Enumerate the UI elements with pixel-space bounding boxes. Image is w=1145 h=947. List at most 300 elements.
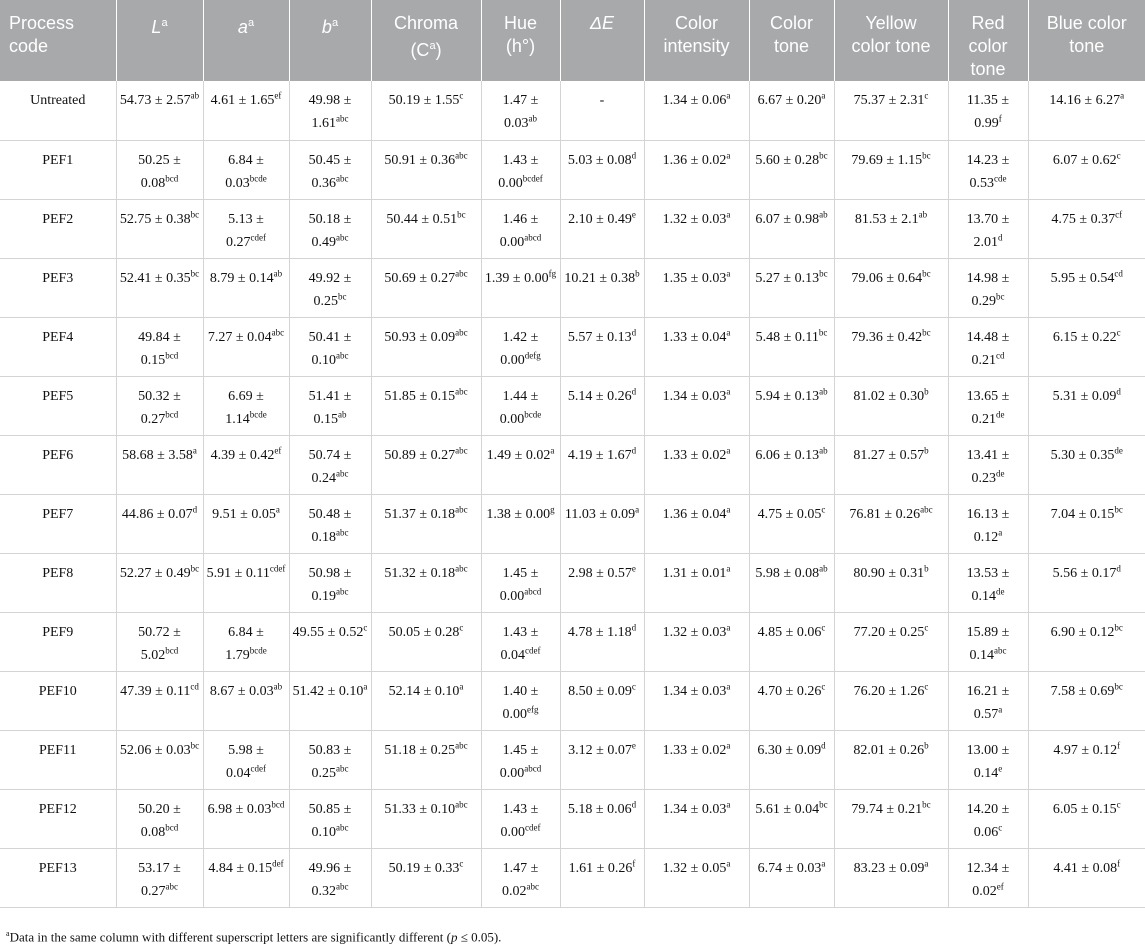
significance-letters: e — [998, 762, 1003, 773]
mean-sd-value: 1.61 ± 0.26 — [568, 860, 633, 876]
mean-sd-value: 1.32 ± 0.03 — [662, 211, 727, 227]
column-header-label: ΔE — [589, 13, 615, 33]
column-header-label: Yellow color tone — [851, 13, 931, 56]
significance-letters: a — [998, 703, 1003, 714]
value-cell-a — [203, 671, 289, 730]
significance-letters: bc — [819, 798, 828, 809]
significance-letters: c — [1116, 326, 1121, 337]
significance-letters: ab — [918, 208, 928, 219]
column-header-1 — [0, 0, 116, 81]
significance-letters: a — [1120, 90, 1125, 101]
significance-letters: abc — [336, 585, 349, 596]
value-cell-red-color-tone — [948, 671, 1028, 730]
significance-letters: de — [1114, 444, 1123, 455]
process-code-cell: PEF8 — [0, 553, 116, 612]
table-row — [0, 435, 1145, 494]
significance-letters: cdef — [269, 562, 286, 573]
value-cell-blue-color-tone — [1028, 612, 1145, 671]
mean-sd-value: 75.37 ± 2.31 — [853, 93, 925, 108]
significance-letters: de — [996, 585, 1005, 596]
significance-letters: d — [998, 231, 1003, 242]
mean-sd-value: 50.83 ± 0.25 — [308, 742, 352, 781]
significance-letters: bc — [1114, 621, 1123, 632]
column-header-3 — [203, 0, 289, 81]
significance-letters: c — [459, 857, 464, 868]
mean-sd-value: 5.56 ± 0.17 — [1052, 565, 1117, 581]
value-cell-b — [289, 140, 371, 199]
process-code-cell: PEF9 — [0, 612, 116, 671]
value-cell-color-tone — [749, 435, 834, 494]
value-cell-l — [116, 671, 203, 730]
mean-sd-value: 76.81 ± 0.26 — [849, 506, 921, 522]
value-cell-l — [116, 376, 203, 435]
significance-letters: d — [631, 149, 637, 160]
value-cell-e — [560, 612, 644, 671]
significance-letters: f — [1117, 739, 1121, 750]
value-cell-b — [289, 789, 371, 848]
mean-sd-value: 49.98 ± 1.61 — [308, 93, 352, 131]
mean-sd-value: 50.89 ± 0.27 — [384, 447, 456, 463]
significance-letters: abc — [336, 821, 349, 832]
mean-sd-value: 11.35 ± 0.99 — [966, 93, 1010, 131]
mean-sd-value: 47.39 ± 0.11 — [120, 683, 191, 699]
significance-letters: c — [459, 90, 464, 101]
significance-letters: defg — [524, 349, 541, 360]
mean-sd-value: 1.43 ± 0.00 — [500, 801, 539, 840]
value-cell-color-intensity — [644, 317, 749, 376]
significance-letters: bc — [819, 267, 828, 278]
mean-sd-value: 8.50 ± 0.09 — [568, 683, 632, 699]
significance-letters: de — [996, 467, 1005, 478]
significance-letters: cdef — [525, 644, 541, 655]
significance-letters: ab — [819, 562, 828, 573]
mean-sd-value: 50.19 ± 1.55 — [388, 93, 460, 108]
column-header-4 — [289, 0, 371, 81]
process-code-cell: PEF5 — [0, 376, 116, 435]
significance-letters: abc — [336, 526, 349, 537]
mean-sd-value: 50.25 ± 0.08 — [138, 152, 181, 191]
significance-letters: abc — [455, 385, 468, 396]
value-cell-a — [203, 494, 289, 553]
significance-letters: d — [631, 326, 637, 337]
table-row — [0, 848, 1145, 907]
significance-letters: bc — [922, 267, 931, 278]
value-cell-blue-color-tone — [1028, 317, 1145, 376]
value-cell-yellow-color-tone — [834, 730, 948, 789]
value-cell-yellow-color-tone — [834, 435, 948, 494]
mean-sd-value: 50.41 ± 0.10 — [308, 329, 352, 368]
value-cell-b — [289, 848, 371, 907]
value-cell-chroma-c — [371, 199, 481, 258]
significance-letters: bcd — [271, 798, 285, 809]
mean-sd-value: 1.40 ± 0.00 — [502, 683, 539, 722]
mean-sd-value: 50.05 ± 0.28 — [388, 624, 460, 640]
mean-sd-value: 80.90 ± 0.31 — [853, 565, 925, 581]
value-cell-color-tone — [749, 612, 834, 671]
mean-sd-value: 52.27 ± 0.49 — [119, 565, 191, 581]
significance-letters: a — [726, 798, 731, 809]
mean-sd-value: 49.55 ± 0.52 — [292, 624, 364, 640]
significance-letters: bcd — [165, 408, 179, 419]
value-cell-l — [116, 848, 203, 907]
mean-sd-value: 50.18 ± 0.49 — [308, 211, 352, 250]
column-header-2 — [116, 0, 203, 81]
value-cell-blue-color-tone — [1028, 553, 1145, 612]
significance-letters: cdef — [525, 821, 541, 832]
mean-sd-value: 49.96 ± 0.32 — [308, 860, 352, 899]
significance-letters: abc — [336, 467, 349, 478]
table-row — [0, 317, 1145, 376]
value-cell-blue-color-tone — [1028, 199, 1145, 258]
value-cell-hue-h — [481, 140, 560, 199]
mean-sd-value: 4.41 ± 0.08 — [1053, 860, 1118, 876]
value-cell-color-intensity — [644, 494, 749, 553]
significance-letters: abc — [336, 172, 349, 183]
value-cell-b — [289, 671, 371, 730]
significance-letters: abc — [336, 762, 349, 773]
superscript-marker: a — [161, 17, 168, 29]
significance-letters: cdef — [250, 231, 266, 242]
significance-letters: bc — [818, 326, 828, 337]
mean-sd-value: 53.17 ± 0.27 — [138, 860, 181, 899]
value-cell-color-tone — [749, 730, 834, 789]
significance-letters: ab — [528, 113, 537, 124]
significance-letters: d — [631, 621, 637, 632]
significance-letters: bcde — [249, 408, 267, 419]
significance-letters: a — [192, 444, 197, 455]
value-cell-hue-h — [481, 258, 560, 317]
significance-letters: abcd — [524, 585, 542, 596]
mean-sd-value: 1.33 ± 0.04 — [662, 329, 727, 345]
column-header-10 — [834, 0, 948, 81]
mean-sd-value: 5.61 ± 0.04 — [755, 801, 820, 817]
value-cell-l — [116, 317, 203, 376]
mean-sd-value: 8.79 ± 0.14 — [209, 270, 274, 286]
table-row — [0, 730, 1145, 789]
mean-sd-value: 1.43 ± 0.00 — [498, 152, 539, 191]
value-cell-color-intensity — [644, 258, 749, 317]
mean-sd-value: 14.16 ± 6.27 — [1049, 93, 1121, 108]
value-cell-red-color-tone — [948, 848, 1028, 907]
table-row — [0, 612, 1145, 671]
significance-letters: abc — [455, 798, 468, 809]
mean-sd-value: 10.21 ± 0.38 — [564, 270, 636, 286]
significance-letters: abc — [455, 739, 468, 750]
mean-sd-value: 1.34 ± 0.06 — [662, 93, 727, 108]
value-cell-l — [116, 789, 203, 848]
column-header-label: Color intensity — [663, 13, 730, 56]
significance-letters: a — [726, 621, 731, 632]
significance-letters: c — [631, 680, 636, 691]
significance-letters: ab — [273, 267, 283, 278]
value-cell-chroma-c — [371, 730, 481, 789]
significance-letters: abc — [336, 349, 349, 360]
significance-letters: bcde — [249, 172, 267, 183]
mean-sd-value: 1.42 ± 0.00 — [500, 329, 539, 368]
significance-letters: bcd — [165, 821, 179, 832]
value-cell-color-tone — [749, 789, 834, 848]
value-cell-color-tone — [749, 671, 834, 730]
value-cell-red-color-tone — [948, 376, 1028, 435]
significance-letters: bcde — [524, 408, 542, 419]
mean-sd-value: 51.18 ± 0.25 — [384, 742, 456, 758]
significance-letters: a — [924, 857, 929, 868]
mean-sd-value: 83.23 ± 0.09 — [853, 860, 925, 876]
value-cell-yellow-color-tone — [834, 199, 948, 258]
significance-letters: d — [192, 503, 198, 514]
significance-letters: c — [924, 680, 929, 691]
mean-sd-value: 14.98 ± 0.29 — [966, 270, 1010, 309]
column-header-label: a — [237, 17, 248, 37]
significance-letters: abc — [336, 113, 349, 124]
value-cell-color-tone — [749, 199, 834, 258]
column-header-label: L — [151, 17, 162, 37]
significance-letters: cdef — [250, 762, 266, 773]
value-cell-l — [116, 730, 203, 789]
mean-sd-value: 6.98 ± 0.03 — [207, 801, 272, 817]
mean-sd-value: 82.01 ± 0.26 — [853, 742, 925, 758]
mean-sd-value: 1.43 ± 0.04 — [500, 624, 539, 663]
value-cell-chroma-c — [371, 81, 481, 140]
significance-letters: bc — [190, 739, 200, 750]
value-cell-e — [560, 376, 644, 435]
significance-letters: abc — [455, 444, 468, 455]
mean-sd-value: 1.39 ± 0.00 — [484, 270, 549, 286]
significance-letters: fg — [548, 267, 557, 278]
value-cell-b — [289, 258, 371, 317]
process-code-cell: PEF7 — [0, 494, 116, 553]
significance-letters: a — [726, 857, 731, 868]
significance-letters: bc — [1114, 503, 1123, 514]
significance-letters: abc — [455, 503, 468, 514]
value-cell-b — [289, 612, 371, 671]
table-row — [0, 671, 1145, 730]
mean-sd-value: 1.36 ± 0.02 — [662, 152, 727, 168]
process-code-cell: PEF10 — [0, 671, 116, 730]
value-cell-l — [116, 258, 203, 317]
significance-letters: f — [998, 113, 1002, 124]
mean-sd-value: 52.06 ± 0.03 — [119, 742, 191, 758]
value-cell-color-intensity — [644, 140, 749, 199]
value-cell-color-tone — [749, 317, 834, 376]
mean-sd-value: 52.14 ± 0.10 — [388, 683, 460, 699]
process-code-cell: PEF11 — [0, 730, 116, 789]
mean-sd-value: 6.69 ± 1.14 — [225, 388, 264, 427]
mean-sd-value: 50.85 ± 0.10 — [308, 801, 352, 840]
significance-letters: d — [1116, 562, 1121, 573]
process-code-cell: PEF12 — [0, 789, 116, 848]
mean-sd-value: 49.84 ± 0.15 — [138, 329, 181, 368]
mean-sd-value: 6.84 ± 0.03 — [225, 152, 264, 191]
value-cell-blue-color-tone — [1028, 494, 1145, 553]
significance-letters: a — [275, 503, 280, 514]
significance-letters: a — [726, 208, 731, 219]
mean-sd-value: 5.60 ± 0.28 — [755, 152, 820, 168]
mean-sd-value: 4.75 ± 0.05 — [757, 506, 822, 522]
mean-sd-value: 6.07 ± 0.62 — [1052, 152, 1117, 168]
significance-letters: a — [726, 90, 731, 101]
significance-letters: bc — [190, 267, 200, 278]
value-cell-chroma-c — [371, 848, 481, 907]
value-cell-e — [560, 553, 644, 612]
value-cell-b — [289, 199, 371, 258]
mean-sd-value: 1.45 ± 0.00 — [499, 565, 539, 604]
table-row — [0, 140, 1145, 199]
significance-letters: b — [924, 739, 929, 750]
mean-sd-value: 5.03 ± 0.08 — [567, 152, 632, 168]
mean-sd-value: 79.36 ± 0.42 — [851, 329, 923, 345]
significance-letters: c — [924, 90, 929, 101]
mean-sd-value: 6.15 ± 0.22 — [1052, 329, 1117, 345]
significance-letters: abc — [271, 326, 285, 337]
significance-letters: bcd — [165, 349, 179, 360]
mean-sd-value: 50.91 ± 0.36 — [384, 152, 456, 168]
mean-sd-value: 5.14 ± 0.26 — [567, 388, 632, 404]
value-cell-a — [203, 435, 289, 494]
mean-sd-value: 54.73 ± 2.57 — [119, 93, 191, 108]
mean-sd-value: 77.20 ± 0.25 — [853, 624, 925, 640]
significance-letters: d — [631, 798, 637, 809]
significance-letters: c — [998, 821, 1003, 832]
value-cell-hue-h — [481, 553, 560, 612]
table-row — [0, 258, 1145, 317]
significance-letters: bc — [922, 149, 931, 160]
value-cell-hue-h — [481, 199, 560, 258]
significance-letters: ef — [274, 90, 282, 101]
significance-letters: bc — [922, 798, 931, 809]
value-cell-color-intensity — [644, 435, 749, 494]
value-cell-red-color-tone — [948, 81, 1028, 140]
value-cell-red-color-tone — [948, 140, 1028, 199]
mean-sd-value: 5.57 ± 0.13 — [567, 329, 632, 345]
mean-sd-value: 4.84 ± 0.15 — [208, 860, 273, 876]
significance-letters: bc — [996, 290, 1005, 301]
mean-sd-value: 5.13 ± 0.27 — [226, 211, 264, 250]
value-cell-color-tone — [749, 258, 834, 317]
table-row — [0, 494, 1145, 553]
mean-sd-value: 1.33 ± 0.02 — [662, 447, 727, 463]
significance-letters: g — [550, 503, 555, 514]
value-cell-a — [203, 612, 289, 671]
value-cell-blue-color-tone — [1028, 140, 1145, 199]
mean-sd-value: 51.37 ± 0.18 — [384, 506, 456, 522]
value-cell-b — [289, 81, 371, 140]
significance-letters: abc — [994, 644, 1007, 655]
mean-sd-value: 4.70 ± 0.26 — [757, 683, 822, 699]
value-cell-b — [289, 730, 371, 789]
mean-sd-value: 1.46 ± 0.00 — [499, 211, 539, 250]
table-row — [0, 553, 1145, 612]
column-header-9 — [749, 0, 834, 81]
significance-letters: c — [821, 680, 826, 691]
significance-letters: a — [459, 680, 464, 691]
mean-sd-value: 15.89 ± 0.14 — [966, 624, 1010, 663]
value-cell-color-intensity — [644, 848, 749, 907]
mean-sd-value: 12.34 ± 0.02 — [966, 860, 1010, 899]
significance-letters: a — [726, 326, 731, 337]
significance-letters: a — [998, 526, 1003, 537]
value-cell-e — [560, 789, 644, 848]
value-cell-l — [116, 140, 203, 199]
value-cell-red-color-tone — [948, 435, 1028, 494]
mean-sd-value: 79.74 ± 0.21 — [851, 801, 923, 817]
significance-letters: a — [821, 857, 826, 868]
mean-sd-value: 5.91 ± 0.11 — [206, 565, 270, 581]
significance-letters: d — [631, 444, 637, 455]
value-cell-yellow-color-tone — [834, 258, 948, 317]
mean-sd-value: 6.05 ± 0.15 — [1052, 801, 1117, 817]
significance-letters: ab — [190, 90, 200, 101]
process-code-cell: PEF4 — [0, 317, 116, 376]
significance-letters: abc — [526, 880, 539, 891]
mean-sd-value: 8.67 ± 0.03 — [209, 683, 274, 699]
value-cell-b — [289, 435, 371, 494]
significance-letters: a — [726, 149, 731, 160]
mean-sd-value: 9.51 ± 0.05 — [212, 506, 276, 522]
value-cell-e — [560, 81, 644, 140]
mean-sd-value: 14.20 ± 0.06 — [966, 801, 1010, 840]
value-cell-hue-h — [481, 730, 560, 789]
mean-sd-value: 79.69 ± 1.15 — [851, 152, 923, 168]
value-cell-l — [116, 553, 203, 612]
value-cell-chroma-c — [371, 317, 481, 376]
value-cell-chroma-c — [371, 140, 481, 199]
significance-letters: b — [635, 267, 640, 278]
significance-letters: c — [924, 621, 929, 632]
mean-sd-value: 1.34 ± 0.03 — [662, 388, 727, 404]
mean-sd-value: 11.03 ± 0.09 — [564, 506, 636, 522]
mean-sd-value: 6.07 ± 0.98 — [755, 211, 820, 227]
table-row — [0, 199, 1145, 258]
value-cell-yellow-color-tone — [834, 553, 948, 612]
mean-sd-value: 50.44 ± 0.51 — [386, 211, 458, 227]
value-cell-color-intensity — [644, 789, 749, 848]
significance-letters: bc — [922, 326, 931, 337]
significance-letters: c — [821, 621, 826, 632]
value-cell-e — [560, 258, 644, 317]
value-cell-color-tone — [749, 848, 834, 907]
significance-letters: a — [726, 562, 731, 573]
mean-sd-value: 6.84 ± 1.79 — [225, 624, 264, 663]
process-code-cell: Untreated — [0, 81, 116, 140]
value-cell-e — [560, 140, 644, 199]
value-cell-l — [116, 435, 203, 494]
mean-sd-value: 1.32 ± 0.05 — [662, 860, 727, 876]
value-cell-hue-h — [481, 376, 560, 435]
mean-sd-value: 16.13 ± 0.12 — [966, 506, 1010, 545]
mean-sd-value: 6.06 ± 0.13 — [755, 447, 820, 463]
mean-sd-value: 4.78 ± 1.18 — [567, 624, 632, 640]
significance-letters: cd — [1114, 267, 1123, 278]
mean-sd-value: 81.02 ± 0.30 — [853, 388, 925, 404]
mean-sd-value: 2.10 ± 0.49 — [568, 211, 632, 227]
significance-letters: cde — [994, 172, 1007, 183]
mean-sd-value: 2.98 ± 0.57 — [568, 565, 632, 581]
mean-sd-value: 49.92 ± 0.25 — [308, 270, 352, 309]
value-cell-color-intensity — [644, 612, 749, 671]
mean-sd-value: 14.48 ± 0.21 — [966, 329, 1010, 368]
mean-sd-value: 16.21 ± 0.57 — [966, 683, 1010, 722]
mean-sd-value: 1.45 ± 0.00 — [499, 742, 539, 781]
mean-sd-value: 5.27 ± 0.13 — [755, 270, 820, 286]
value-cell-chroma-c — [371, 789, 481, 848]
significance-letters: efg — [527, 703, 539, 714]
mean-sd-value: 50.19 ± 0.33 — [388, 860, 460, 876]
mean-sd-value: 5.98 ± 0.04 — [226, 742, 264, 781]
mean-sd-value: 50.48 ± 0.18 — [308, 506, 352, 545]
value-cell-a — [203, 81, 289, 140]
value-cell-chroma-c — [371, 376, 481, 435]
